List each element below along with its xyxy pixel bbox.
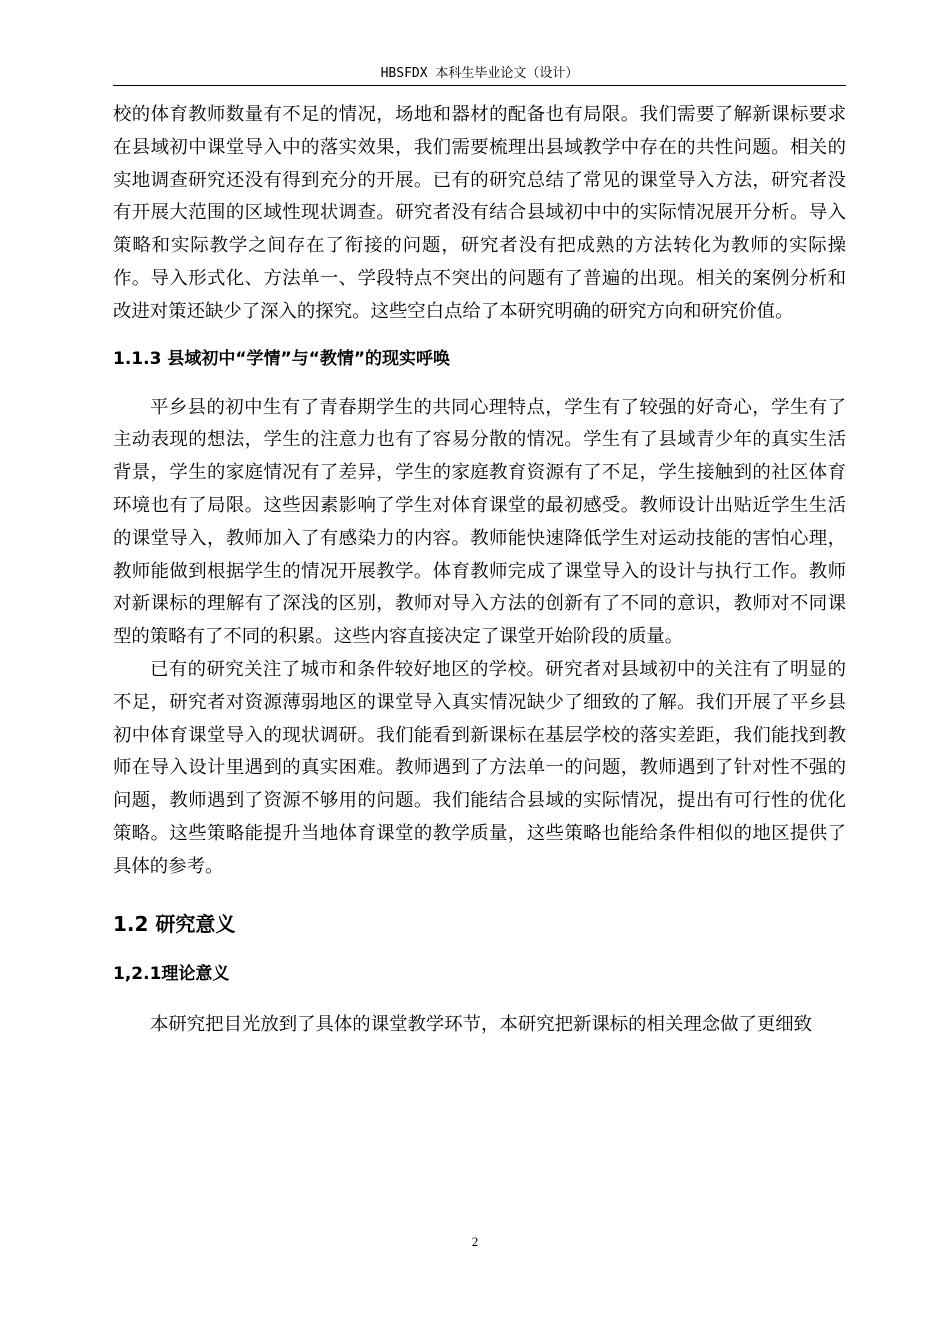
paragraph-existing-research: 已有的研究关注了城市和条件较好地区的学校。研究者对县域初中的关注有了明显的不足，研究者对资源薄弱地区的课堂导入真实情况缺少了细致的了解。我们开展了平乡县初中体育课堂导入的现状调研。我们能看到新课标在基层学校的落实差距，我们能找到教师在导入设计里遇到的真实困难。教师遇到了方法单一的问题，教师遇到了针对性不强的问题，教师遇到了资源不够用的问题。我们能结合县域的实际情况，提出有可行性的优化策略。这些策略能提升当地体育课堂的教学质量，这些策略也能给条件相似的地区提供了具体的参考。	[113, 658, 846, 877]
header-rule	[113, 85, 846, 86]
paragraph-theoretical-significance: 本研究把目光放到了具体的课堂教学环节，本研究把新课标的相关理念做了更细致	[150, 1013, 813, 1035]
section-heading-1-2-1: 1,2.1理论意义	[113, 963, 230, 984]
paragraph-continued: 校的体育教师数量有不足的情况，场地和器材的配备也有局限。我们需要了解新课标要求在县域初中课堂导入中的落实效果，我们需要梳理出县域教学中存在的共性问题。相关的实地调查研究还没有得到充分的开展。已有的研究总结了常见的课堂导入方法，研究者没有开展大范围的区域性现状调查。研究者没有结合县域初中中的实际情况展开分析。导入策略和实际教学之间存在了衔接的问题，研究者没有把成熟的方法转化为教师的实际操作。导入形式化、方法单一、学段特点不突出的问题有了普遍的出现。相关的案例分析和改进对策还缺少了深入的探究。这些空白点给了本研究明确的研究方向和研究价值。	[113, 104, 846, 322]
body-text	[113, 99, 846, 1041]
section-heading-1-1-3: 1.1.3 县域初中“学情”与“教情”的现实呼唤	[113, 348, 451, 369]
section-heading-1-2: 1.2 研究意义	[113, 911, 236, 936]
running-header: HBSFDX 本科生毕业论文（设计）	[380, 66, 579, 81]
paragraph-student-teacher-situation: 平乡县的初中生有了青春期学生的共同心理特点，学生有了较强的好奇心，学生有了主动表现的想法，学生的注意力也有了容易分散的情况。学生有了县域青少年的真实生活背景，学生的家庭情况有了差异，学生的家庭教育资源有了不足，学生接触到的社区体育环境也有了局限。这些因素影响了学生对体育课堂的最初感受。教师设计出贴近学生生活的课堂导入，教师加入了有感染力的内容。教师能快速降低学生对运动技能的害怕心理，教师能做到根据学生的情况开展教学。体育教师完成了课堂导入的设计与执行工作。教师对新课标的理解有了深浅的区别，教师对导入方法的创新有了不同的意识，教师对不同课型的策略有了不同的积累。这些内容直接决定了课堂开始阶段的质量。	[113, 396, 846, 648]
page-number: 2	[471, 1234, 479, 1249]
